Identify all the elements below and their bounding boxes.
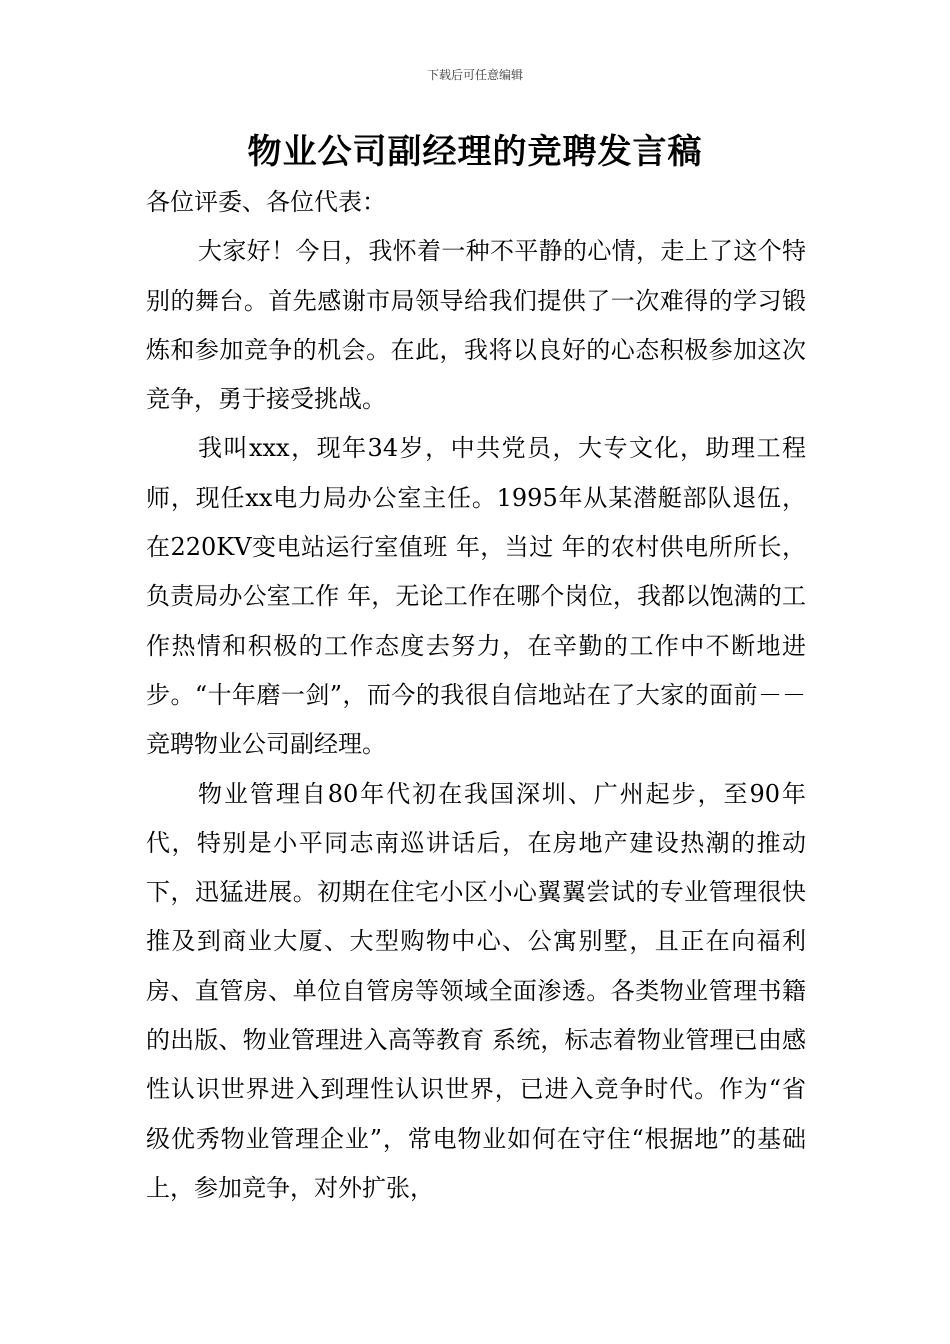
header-note: 下载后可任意编辑 bbox=[426, 68, 523, 82]
salutation: 各位评委、各位代表： bbox=[146, 188, 386, 216]
paragraph-greeting: 大家好！今日，我怀着一种不平静的心情，走上了这个特别的舞台。首先感谢市局领导给我们提供了一次难得的学习锻炼和参加竞争的机会。在此，我将以良好的心态积极参加这次竞争，勇于接受挑战。 bbox=[146, 237, 806, 414]
paragraph-industry-background: 物业管理自80年代初在我国深圳、广州起步，至90年代，特别是小平同志南巡讲话后，在房地产建设热潮的推动下，迅猛进展。初期在住宅小区小心翼翼尝试的专业管理很快推及到商业大厦、大型购物中心、公寓别墅，且正在向福利房、直管房、单位自管房等领域全面渗透。各类物业管理书籍的出版、物业管理进入高等教育 系统，标志着物业管理已由感性认识世界进入到理性认识世界，已进入竞争时代。作为“省级优秀物业管理企业”，常电物业如何在守住“根据地”的基础上，参加竞争，对外扩张， bbox=[146, 779, 806, 1202]
document-body bbox=[146, 178, 806, 1213]
document-title: 物业公司副经理的竞聘发言稿 bbox=[247, 132, 703, 172]
paragraph-introduction: 我叫xxx，现年34岁，中共党员，大专文化，助理工程师，现任xx电力局办公室主任。1995年从某潜艇部队退伍，在220KV变电站运行室值班 年，当过 年的农村供电所所长，负责局办公室工作 年，无论工作在哪个岗位，我都以饱满的工作热情和积极的工作态度去努力，在辛勤的工作中不断地进步。“十年磨一剑”，而今的我很自信地站在了大家的面前－－竞聘物业公司副经理。 bbox=[146, 434, 806, 759]
